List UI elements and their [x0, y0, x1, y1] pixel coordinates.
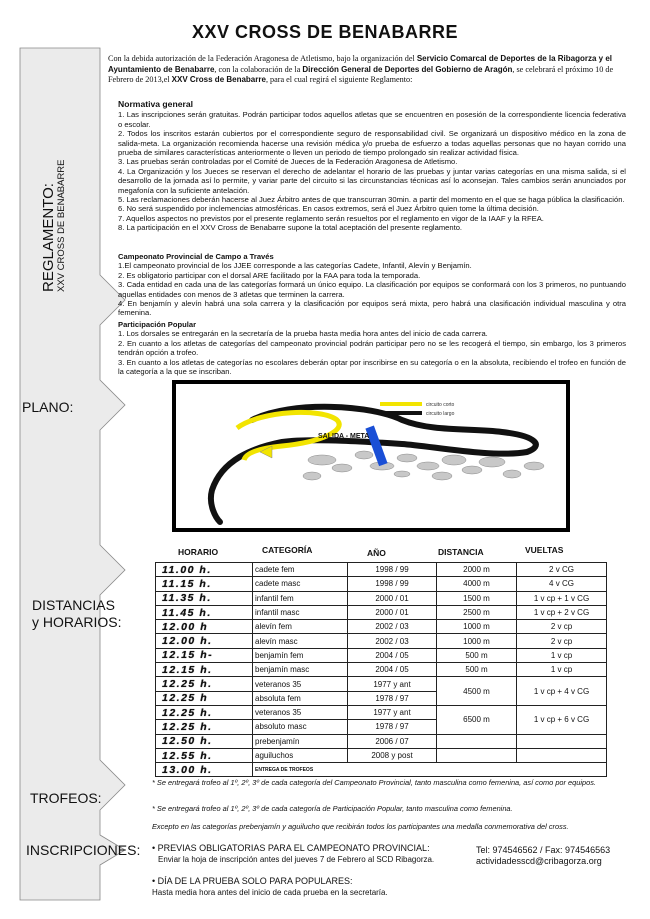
previas-title: • PREVIAS OBLIGATORIAS PARA EL CAMPEONATO PROVINCIAL:	[152, 843, 430, 853]
salida-meta-label: SALIDA - META	[318, 433, 370, 440]
legend-short-label: circuito corto	[426, 402, 455, 408]
schedule-year: 1978 / 97	[348, 691, 437, 705]
inscripciones-label: INSCRIPCIONES:	[26, 842, 141, 858]
schedule-time: 11.00 h.	[156, 563, 253, 577]
schedule-laps: 1 v cp	[517, 648, 607, 662]
schedule-category: prebenjamín	[253, 734, 348, 748]
normativa-item: 3. Las pruebas serán controladas por el Comité de Jueces de la Federación Aragonesa de Atletismo.	[118, 157, 458, 167]
distancias-label: DISTANCIAS	[32, 597, 115, 613]
normativa-item: 7. Aquellos aspectos no previstos por el presente reglamento serán resueltos por el reglamento en vigor de la IAAF y la RFEA.	[118, 213, 544, 223]
schedule-year: 2004 / 05	[348, 663, 437, 677]
trofeos-note-3: Excepto en las categorías prebenjamín y aguilucho que recibirán todos los participantes una medalla conmemorativa del cross.	[152, 822, 569, 831]
schedule-year: 2000 / 01	[348, 605, 437, 619]
dia-text: Hasta media hora antes del inicio de cada prueba en la secretaría.	[152, 888, 388, 897]
campeonato-item: 3. Cada entidad en cada una de las categorías formará un único equipo. La clasificación por equipos se conformará con los 3 primeros, no puntuando aquellas entidades con menos de 3 atletas que terminen la carrera.	[118, 280, 626, 299]
schedule-category: ENTREGA DE TROFEOS	[253, 763, 607, 777]
table-row	[156, 634, 607, 648]
normativa-heading: Normativa general	[118, 99, 193, 109]
schedule-distance: 1000 m	[437, 634, 517, 648]
schedule-distance	[437, 734, 517, 748]
schedule-laps: 2 v cp	[517, 620, 607, 634]
schedule-time: 12.25 h.	[156, 720, 253, 734]
contact-info	[476, 845, 636, 867]
schedule-year: 2002 / 03	[348, 620, 437, 634]
schedule-laps: 4 v CG	[517, 577, 607, 591]
schedule-time: 11.45 h.	[156, 605, 253, 619]
popular-item: 3. En cuanto a los atletas de categorías no escolares deberán optar por inscribirse en su categoría o en la absoluta, recibiendo el trofeo en función de la categoría a la que se inscriban.	[118, 357, 626, 377]
table-row	[156, 705, 607, 719]
popular-item: 2. En cuanto a los atletas de categorías del campeonato provincial podrán participar pero no se les recogerá el tiempo, sin embargo, los 3 primeros tendrán opción a trofeo.	[118, 338, 626, 358]
reglamento-label: REGLAMENTO:	[40, 183, 57, 292]
schedule-distance	[437, 748, 517, 762]
schedule-category: benjamín masc	[253, 663, 348, 677]
schedule-laps: 1 v cp + 1 v CG	[517, 591, 607, 605]
campeonato-item: 1.El campeonato provincial de los JJEE corresponde a las categorías Cadete, Infantil, Alevín y Benjamín.	[118, 261, 472, 271]
schedule-category: veteranos 35	[253, 677, 348, 691]
table-row	[156, 577, 607, 591]
dia-title: • DÍA DE LA PRUEBA SOLO PARA POPULARES:	[152, 876, 353, 886]
schedule-category: veteranos 35	[253, 705, 348, 719]
schedule-laps: 2 v cp	[517, 634, 607, 648]
schedule-year: 1977 y ant	[348, 677, 437, 691]
header-distancia: DISTANCIA	[438, 547, 484, 557]
normativa-item: 8. La participación en el XXV Cross de Benabarre supone la total aceptación del presente reglamento.	[118, 223, 463, 233]
schedule-distance: 500 m	[437, 663, 517, 677]
schedule-time: 13.00 h.	[156, 763, 253, 777]
schedule-laps: 1 v cp + 2 v CG	[517, 605, 607, 619]
campeonato-heading: Campeonato Provincial de Campo a Través	[118, 252, 274, 261]
schedule-laps: 1 v cp + 4 v CG	[517, 677, 607, 706]
schedule-category: alevín masc	[253, 634, 348, 648]
normativa-item: 2. Todos los inscritos estarán cubiertos por el correspondiente seguro de responsabilidad civil. Se organizará un dispositivo médico en la zona de salida-meta. La organización recomienda hacerse una revisión médica y/o prueba de esfuerzo a todas aquellas personas que no hayan corrido una prueba de similares características anteriormente o lleven un periodo de tiempo prolongado sin realizar actividad física.	[118, 129, 626, 158]
schedule-category: cadete masc	[253, 577, 348, 591]
table-row	[156, 663, 607, 677]
reglamento-sublabel: XXV CROSS DE BENABARRE	[56, 159, 67, 292]
schedule-time: 12.15 h.	[156, 663, 253, 677]
sidebar-reglamento	[34, 52, 78, 300]
campeonato-section	[118, 252, 626, 318]
table-row	[156, 748, 607, 762]
schedule-year: 1998 / 99	[348, 577, 437, 591]
normativa-item: 4. La Organización y los Jueces se reservan el derecho de adelantar el horario de las pruebas y juntar varias categorías en una misma salida, si el desarrollo de la jornada así lo permite, y variar parte del circuito si las circunstancias técnicas así lo aconsejan. Tales cambios serán anunciados por megafonía con la suficiente antelación.	[118, 166, 626, 195]
schedule-time: 12.25 h	[156, 691, 253, 705]
schedule-time: 12.00 h	[156, 620, 253, 634]
schedule-distance: 4500 m	[437, 677, 517, 706]
schedule-year: 1978 / 97	[348, 720, 437, 734]
schedule-laps: 1 v cp + 6 v CG	[517, 705, 607, 734]
schedule-laps	[517, 734, 607, 748]
schedule-distance: 4000 m	[437, 577, 517, 591]
header-horario: HORARIO	[178, 547, 219, 557]
schedule-category: benjamín fem	[253, 648, 348, 662]
schedule-category: cadete fem	[253, 563, 348, 577]
schedule-time: 12.15 h-	[156, 648, 253, 662]
schedule-time: 12.25 h.	[156, 677, 253, 691]
schedule-laps: 1 v cp	[517, 663, 607, 677]
schedule-year: 2002 / 03	[348, 634, 437, 648]
table-row	[156, 648, 607, 662]
schedule-distance: 6500 m	[437, 705, 517, 734]
schedule-time: 12.00 h.	[156, 634, 253, 648]
schedule-laps: 2 v CG	[517, 563, 607, 577]
schedule-category: infantil masc	[253, 605, 348, 619]
schedule-laps	[517, 748, 607, 762]
course-map	[172, 380, 570, 532]
table-row	[156, 605, 607, 619]
normativa-item: 1. Las inscripciones serán gratuitas. Podrán participar todos aquellos atletas que se encuentren en posesión de la correspondiente licencia federativa o escolar.	[118, 110, 626, 129]
table-row	[156, 677, 607, 691]
schedule-distance: 2500 m	[437, 605, 517, 619]
schedule-time: 12.55 h.	[156, 748, 253, 762]
schedule-category: infantil fem	[253, 591, 348, 605]
schedule-year: 2000 / 01	[348, 591, 437, 605]
trofeos-label: TROFEOS:	[30, 790, 102, 806]
intro-paragraph: Con la debida autorización de la Federación Aragonesa de Atletismo, bajo la organización del Servicio Comarcal de Deportes de la Ribagorza y el Ayuntamiento de Benabarre, con la colaboración de la Dirección General de Deportes del Gobierno de Aragón, se celebrará el próximo 10 de Febrero de 2013,el XXV Cross de Benabarre, para el cual regirá el siguiente Reglamento:	[108, 54, 614, 84]
schedule-year: 2008 y post	[348, 748, 437, 762]
schedule-category: alevín fem	[253, 620, 348, 634]
schedule-time: 12.50 h.	[156, 734, 253, 748]
schedule-category: absoluto masc	[253, 720, 348, 734]
page-title: XXV CROSS DE BENABARRE	[191, 22, 459, 42]
plano-label: PLANO:	[22, 399, 74, 415]
legend-short-swatch	[380, 402, 422, 406]
schedule-category: aguiluchos	[253, 748, 348, 762]
schedule-distance: 1500 m	[437, 591, 517, 605]
table-row	[156, 563, 607, 577]
horarios-label: y HORARIOS:	[32, 614, 122, 630]
table-row	[156, 734, 607, 748]
header-vueltas: VUELTAS	[525, 545, 564, 555]
schedule-year: 1998 / 99	[348, 563, 437, 577]
popular-section	[118, 320, 626, 376]
schedule-time: 11.15 h.	[156, 577, 253, 591]
schedule-year: 2006 / 07	[348, 734, 437, 748]
inscripciones-dia	[152, 876, 572, 898]
trofeos-note-1: * Se entregará trofeo al 1º, 2º, 3º de cada categoría del Campeonato Provincial, tanto masculina como femenina, así como por equipos.	[152, 778, 596, 787]
contact-phone: Tel: 974546562 / Fax: 974546563	[476, 845, 611, 855]
contact-email[interactable]: actividadesscd@cribagorza.org	[476, 856, 602, 866]
schedule-category: absoluta fem	[253, 691, 348, 705]
inscripciones-previas	[152, 843, 472, 865]
schedule-distance: 1000 m	[437, 620, 517, 634]
schedule-distance: 2000 m	[437, 563, 517, 577]
schedule-table	[155, 562, 607, 777]
normativa-item: 5. Las reclamaciones deberán hacerse al Juez Árbitro antes de que transcurran 30min. a partir del momento en el que se haga pública la clasificación.	[118, 195, 625, 205]
table-row	[156, 591, 607, 605]
schedule-distance: 500 m	[437, 648, 517, 662]
legend-long-label: circuito largo	[426, 411, 455, 417]
schedule-time: 11.35 h.	[156, 591, 253, 605]
previas-text: Enviar la hoja de inscripción antes del jueves 7 de Febrero al SCD Ribagorza.	[158, 855, 435, 864]
popular-item: 1. Los dorsales se entregarán en la secretaría de la prueba hasta media hora antes del inicio de cada carrera.	[118, 329, 488, 339]
legend-long-swatch	[380, 411, 422, 415]
normativa-item: 6. No será suspendido por inclemencias atmosféricas. En casos extremos, será el Juez Árbitro quien tome la última decisión.	[118, 204, 539, 214]
header-ano: AÑO	[367, 548, 386, 558]
schedule-year: 1977 y ant	[348, 705, 437, 719]
schedule-time: 12.25 h.	[156, 705, 253, 719]
schedule-year: 2004 / 05	[348, 648, 437, 662]
popular-heading: Participación Popular	[118, 320, 197, 329]
table-row	[156, 763, 607, 777]
campeonato-item: 4. En benjamín y alevín habrá una sola carrera y la clasificación por equipos será mixta, pero habrá una clasificación individual masculina y otra femenina.	[118, 299, 626, 318]
campeonato-item: 2. Es obligatorio participar con el dorsal ARE facilitado por la FAA para toda la temporada.	[118, 270, 421, 280]
table-row	[156, 620, 607, 634]
trofeos-note-2: * Se entregará trofeo al 1º, 2º, 3º de cada categoría de Participación Popular, tanto masculina como femenina.	[152, 804, 513, 813]
normativa-section	[118, 100, 626, 233]
header-categoria: CATEGORÍA	[262, 545, 313, 555]
